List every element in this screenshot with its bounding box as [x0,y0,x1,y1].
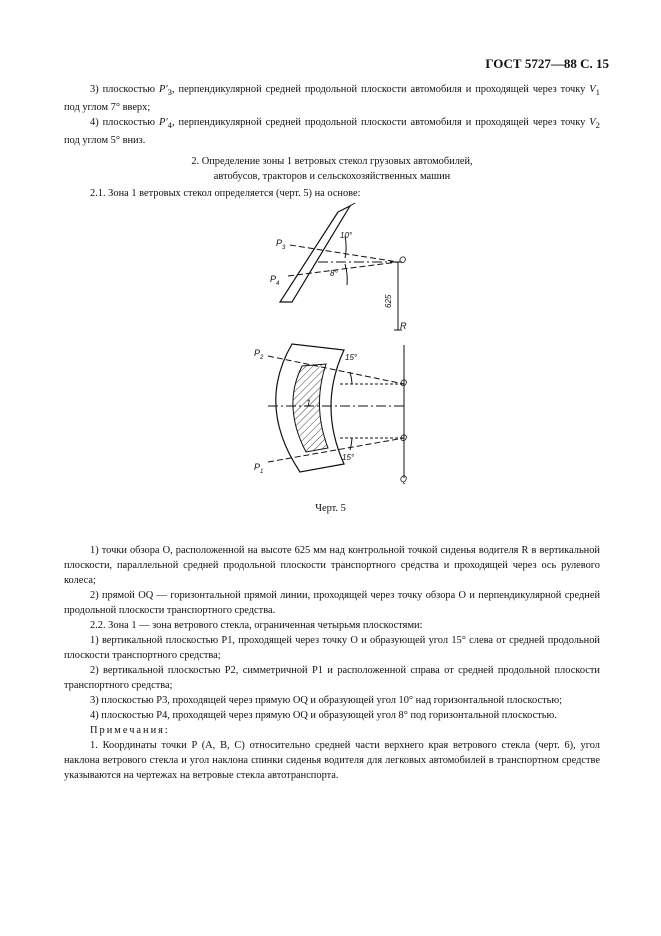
ray-p3 [290,245,398,262]
section-title-line1: 2. Определение зоны 1 ветровых стекол грузовых автомобилей, [191,156,473,167]
angle-15-bottom: 15° [342,453,355,462]
label-q: Q [400,474,408,484]
label-o-mid: O [400,378,408,388]
page-header: ГОСТ 5727—88 С. 15 [485,56,609,71]
label-p2: $P_2$ [254,348,264,361]
label-o-bottom: O [400,433,408,443]
item-point-o: 1) точки обзора O, расположенной на высоте 625 мм над контрольной точкой сиденья водителя R в вертикальной плоскости, параллельной средней продольной плоскости транспортного средства и проходящей через ось рулевого колеса; [64,545,600,586]
section-title-line2: автобусов, тракторов и сельскохозяйственных машин [213,171,451,182]
label-p1: $P_1$ [254,462,264,475]
label-o-top: O [399,255,407,265]
paragraph-2-1: 2.1. Зона 1 ветровых стекол определяется (черт. 5) на основе: [90,188,361,199]
item-3: 3) плоскостью $P'_3$, перпендикулярной средней продольной плоскости автомобиля и проходящей через точку $V_1$ под углом 7° вверх; [64,84,600,114]
label-p3: $P_3$ [276,238,286,251]
angle-8: 8° [330,269,338,278]
side-glass [280,206,350,302]
zone-plane-4: 4) плоскостью P4, проходящей через прямую OQ и образующей угол 8° под горизонтальной плоскостью. [90,710,557,721]
paragraph-2-2: 2.2. Зона 1 — зона ветрового стекла, ограниченная четырьмя плоскостями: [90,620,423,631]
figure-caption: Черт. 5 [315,503,346,514]
note-1: 1. Координаты точки P (A, B, C) относительно средней части верхнего края ветрового стекла (черт. 6), угол наклона ветрового стекла и угол наклона спинки сиденья водителя для легковых автомобилей в транспортном средстве указываются на чертежах на ветровые стекла автотранспорта. [64,740,600,781]
label-r: R [400,321,407,331]
item-4: 4) плоскостью $P'_4$, перпендикулярной средней продольной плоскости автомобиля и проходящей через точку $V_2$ под углом 5° вниз. [64,117,600,147]
zone-plane-1: 1) вертикальной плоскостью P1, проходящей через точку O и образующей угол 15° слева от средней продольной плоскости транспортного средства; [64,635,600,661]
zone-plane-2: 2) вертикальной плоскостью P2, симметричной P1 и расположенной справа от средней продольной плоскости транспортного средства; [64,665,600,691]
item-line-oq: 2) прямой OQ — горизонтальной прямой линии, проходящей через точку обзора O и перпендикулярной средней продольной плоскости транспортного средства. [64,590,600,616]
definitions-list [64,543,600,783]
label-zone-1: 1 [306,398,312,408]
angle-15-top: 15° [345,353,358,362]
label-p4: $P_4$ [270,274,280,287]
angle-10: 10° [340,231,353,240]
dim-625: 625 [384,294,393,308]
notes-heading: Примечания: [90,725,170,736]
zone-plane-3: 3) плоскостью P3, проходящей через прямую OQ и образующей угол 10° над горизонтальной плоскостью; [90,695,563,706]
